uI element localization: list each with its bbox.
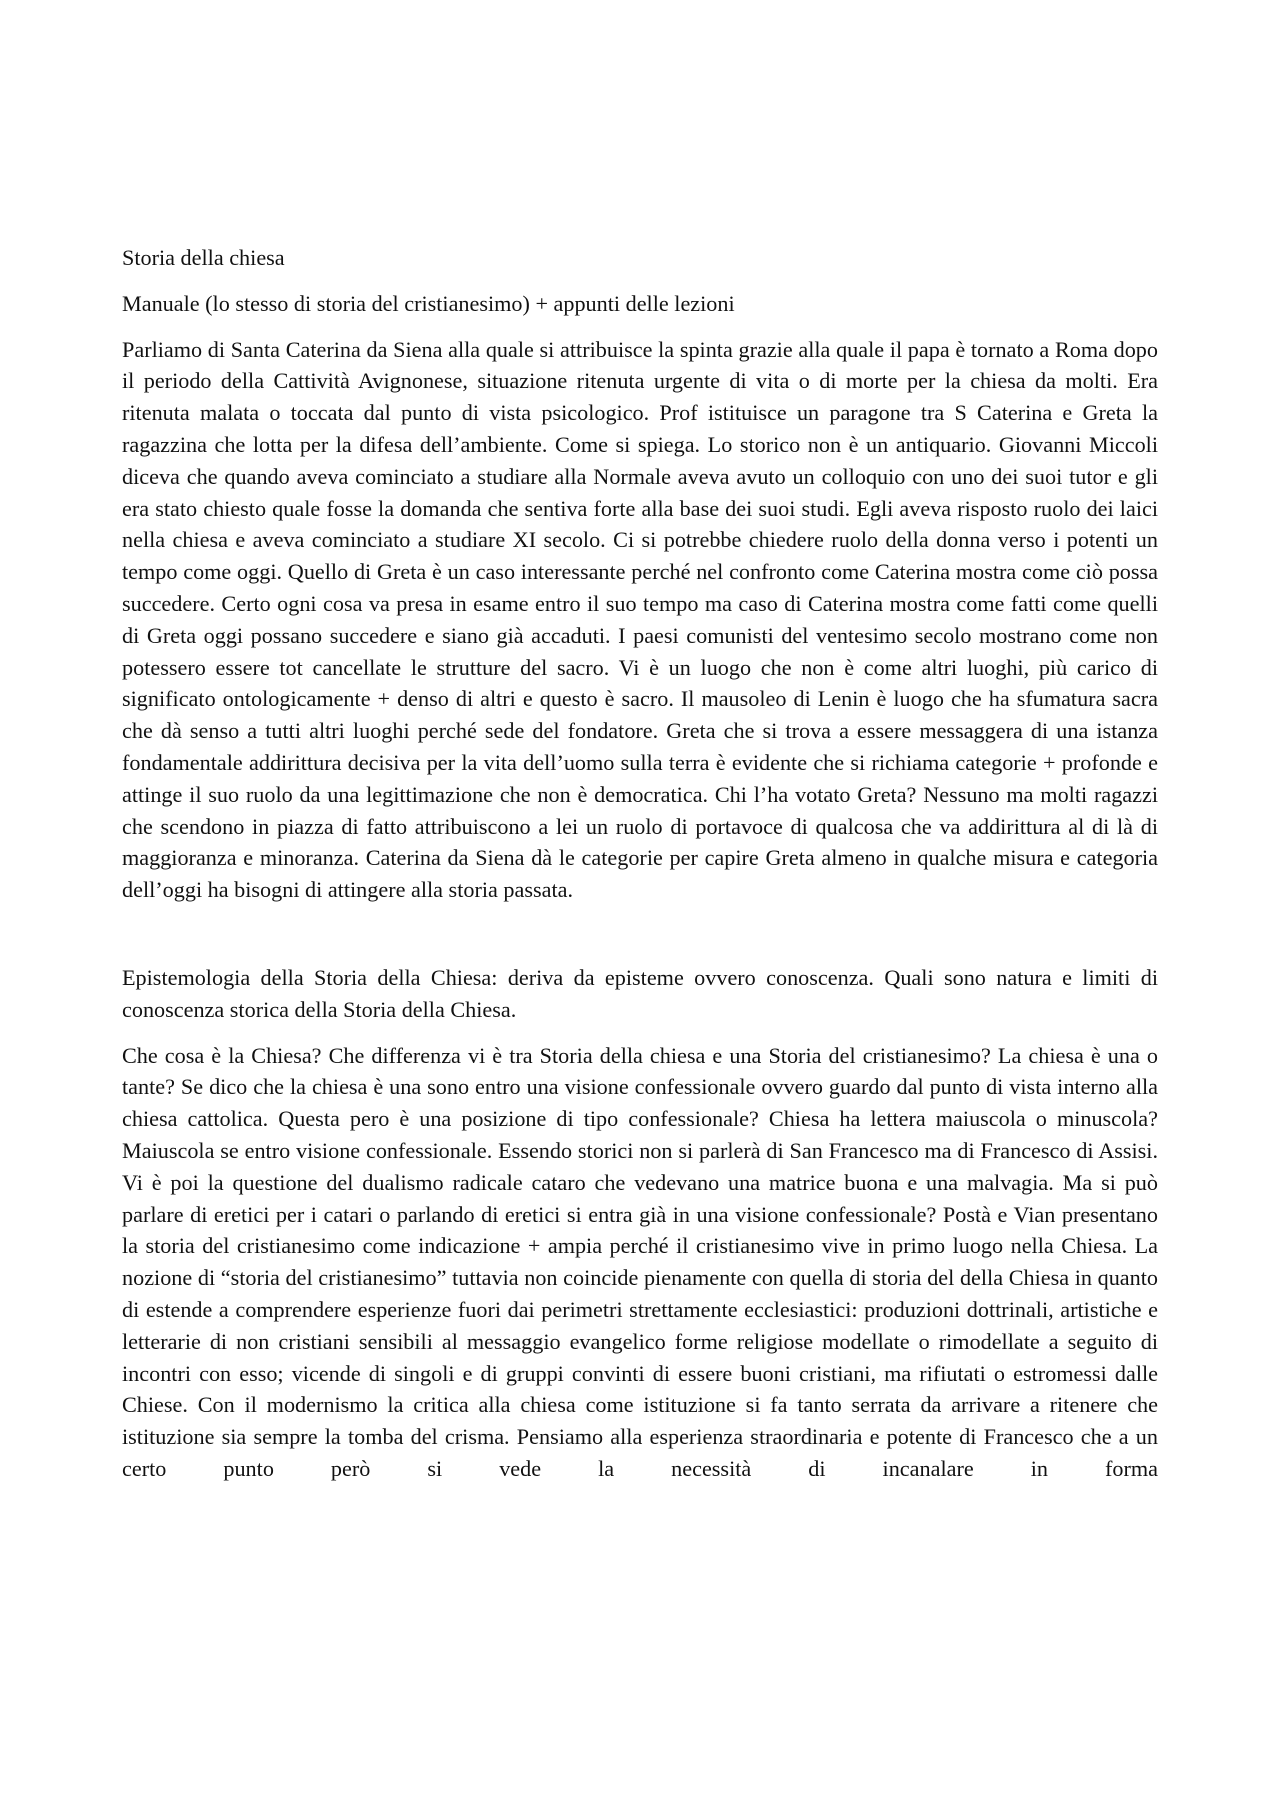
document-body [122, 242, 1158, 1499]
document-subtitle: Manuale (lo stesso di storia del cristianesimo) + appunti delle lezioni [122, 290, 735, 316]
paragraph-epistemologia: Epistemologia della Storia della Chiesa: deriva da episteme ovvero conoscenza. Quali sono natura e limiti di conoscenza storica della Storia della Chiesa. [122, 964, 1158, 1022]
blank-line [122, 920, 1158, 962]
paragraph-caterina-greta: Parliamo di Santa Caterina da Siena alla quale si attribuisce la spinta grazie alla quale il papa è tornato a Roma dopo il periodo della Cattività Avignonese, situazione ritenuta urgente di vita o di morte per la chiesa da molti. Era ritenuta malata o toccata dal punto di vista psicologico. Prof istituisce un paragone tra S Caterina e Greta la ragazzina che lotta per la difesa dell’ambiente. Come si spiega. Lo storico non è un antiquario. Giovanni Miccoli diceva che quando aveva cominciato a studiare alla Normale aveva avuto un colloquio con uno dei suoi tutor e gli era stato chiesto quale fosse la domanda che sentiva forte alla base dei suoi studi. Egli aveva risposto ruolo dei laici nella chiesa e aveva cominciato a studiare XI secolo. Ci si potrebbe chiedere ruolo della donna verso i potenti un tempo come oggi. Quello di Greta è un caso interessante perché nel confronto come Caterina mostra come ciò possa succedere. Certo ogni cosa va presa in esame entro il suo tempo ma caso di Caterina mostra come fatti come quelli di Greta oggi possano succedere e siano già accaduti. I paesi comunisti del ventesimo secolo mostrano come non potessero essere tot cancellate le strutture del sacro. Vi è un luogo che non è come altri luoghi, più carico di significato ontologicamente + denso di altri e questo è sacro. Il mausoleo di Lenin è luogo che ha sfumatura sacra che dà senso a tutti altri luoghi perché sede del fondatore. Greta che si trova a essere messaggera di una istanza fondamentale addirittura decisiva per la vita dell’uomo sulla terra è evidente che si richiama categorie + profonde e attinge il suo ruolo da una legittimazione che non è democratica. Chi l’ha votato Greta? Nessuno ma molti ragazzi che scendono in piazza di fatto attribuiscono a lei un ruolo di portavoce di qualcosa che va addirittura al di là di maggioranza e minoranza. Caterina da Siena dà le categorie per capire Greta almeno in qualche misura e categoria dell’oggi ha bisogni di attingere alla storia passata. [122, 336, 1158, 903]
document-title: Storia della chiesa [122, 245, 285, 270]
paragraph-che-cosa-e-la-chiesa: Che cosa è la Chiesa? Che differenza vi è tra Storia della chiesa e una Storia del cristianesimo? La chiesa è una o tante? Se dico che la chiesa è una sono entro una visione confessionale ovvero guardo dal punto di vista interno alla chiesa cattolica. Questa pero è una posizione di tipo confessionale? Chiesa ha lettera maiuscola o minuscola? Maiuscola se entro visione confessionale. Essendo storici non si parlerà di San Francesco ma di Francesco di Assisi. Vi è poi la questione del dualismo radicale cataro che vedevano una matrice buona e una malvagia. Ma si può parlare di eretici per i catari o parlando di eretici si entra già in una visione confessionale? Postà e Vian presentano la storia del cristianesimo come indicazione + ampia perché il cristianesimo vive in primo luogo nella Chiesa. La nozione di “storia del cristianesimo” tuttavia non coincide pienamente con quella di storia del della Chiesa in quanto di estende a comprendere esperienze fuori dai perimetri strettamente ecclesiastici: produzioni dottrinali, artistiche e letterarie di non cristiani sensibili al messaggio evangelico forme religiose modellate o rimodellate a seguito di incontri con esso; vicende di singoli e di gruppi convinti di essere buoni cristiani, ma rifiutati o estromessi dalle Chiese. Con il modernismo la critica alla chiesa come istituzione si fa tanto serrata da arrivare a ritenere che istituzione sia sempre la tomba del crisma. Pensiamo alla esperienza straordinaria e potente di Francesco che a un certo punto però si vede la necessità di incanalare in forma [122, 1042, 1158, 1481]
